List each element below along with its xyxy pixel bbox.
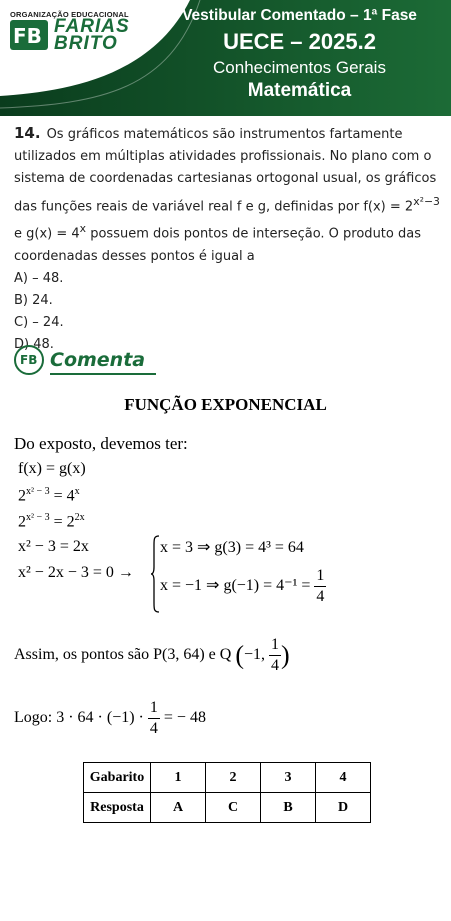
comenta-section-logo: [14, 345, 164, 377]
f-base: 2: [404, 198, 414, 214]
table-cell: Resposta: [84, 793, 151, 823]
option-c[interactable]: C) – 24.: [14, 315, 64, 331]
comenta-label: Comenta: [50, 349, 146, 371]
logo-word-brito: BRITO: [54, 33, 118, 54]
table-cell: 1: [151, 763, 206, 793]
table-cell: D: [316, 793, 371, 823]
table-cell: 2: [206, 763, 261, 793]
solution-intro: Do exposto, devemos ter:: [14, 434, 188, 453]
table-cell: Gabarito: [84, 763, 151, 793]
equation-5: x² − 2x − 3 = 0 →: [18, 564, 134, 581]
option-d[interactable]: D) 48.: [14, 337, 54, 353]
table-row: [84, 793, 371, 823]
equation-2: $2^{x^2 - 3} = 4^x$: [18, 486, 80, 505]
table-row: [84, 763, 371, 793]
comenta-underline: [50, 373, 156, 375]
question-statement: [14, 122, 442, 268]
case-x-equals-3: x = 3 ⇒ g(3) = 4³ = 64: [160, 539, 304, 556]
option-a[interactable]: A) – 48.: [14, 270, 64, 286]
answer-key-table: [83, 762, 371, 823]
exam-title: Vestibular Comentado – 1ª Fase: [182, 7, 417, 24]
farias-brito-logo-icon: [10, 20, 50, 50]
header-banner: [0, 0, 451, 116]
equation-1: f(x) = g(x): [18, 460, 86, 477]
g-exponent: x: [79, 222, 87, 236]
exam-name: UECE – 2025.2: [223, 29, 376, 54]
f-exponent: x²−3: [413, 194, 440, 208]
table-cell: 4: [316, 763, 371, 793]
exam-subject: Matemática: [247, 80, 352, 101]
final-product: Logo: 3 · 64 · (−1) · $\frac{1}{4}$ = − 48: [14, 699, 206, 737]
equation-3: $2^{x^2 - 3} = 2^{2x}$: [18, 512, 85, 531]
solution-title: FUNÇÃO EXPONENCIAL: [124, 395, 327, 414]
table-cell: B: [261, 793, 316, 823]
left-brace: [150, 535, 160, 613]
exam-area: Conhecimentos Gerais: [213, 58, 386, 77]
question-number: 14.: [14, 124, 41, 142]
logo-organization-text: ORGANIZAÇÃO EDUCACIONAL: [10, 10, 129, 19]
svg-text:FB: FB: [13, 24, 42, 48]
case-x-equals-minus-1: x = −1 ⇒ g(−1) = 4⁻¹ = $\frac{1}{4}$: [160, 567, 325, 605]
question-block: [14, 122, 442, 357]
points-statement: Assim, os pontos são P(3, 64) e Q (−1, $\frac{1}{4}$ ): [14, 636, 290, 674]
options-list: [14, 268, 442, 357]
table-cell: 3: [261, 763, 316, 793]
logo-word-farias: FARIAS: [54, 16, 130, 37]
table-cell: A: [151, 793, 206, 823]
table-cell: C: [206, 793, 261, 823]
question-text-part3: possuem dois pontos de interseção. O produto das coordenadas desses pontos é igual a: [14, 226, 421, 264]
question-text-part2: e g(x) =: [14, 226, 72, 242]
fb-logo-icon: FB: [14, 345, 44, 375]
g-base: 4: [71, 226, 80, 242]
equation-4: x² − 3 = 2x: [18, 538, 89, 555]
option-b[interactable]: B) 24.: [14, 293, 53, 309]
question-text-part1: Os gráficos matemáticos são instrumentos fartamente utilizados em múltiplas atividades profissionais. No plano com o sistema de coordenadas cartesianas ortogonal usual, os gráficos das funções reais de variável real f e g, definidas por f(x) =: [14, 127, 437, 214]
